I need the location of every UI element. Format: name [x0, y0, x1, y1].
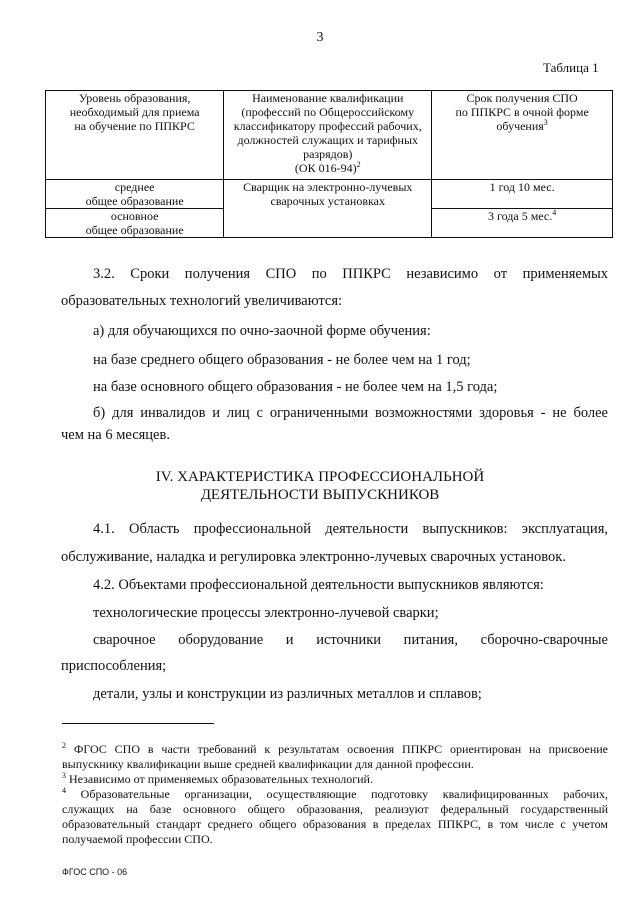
header-text: Уровень образования,	[78, 91, 191, 105]
cell-text: основное	[110, 209, 159, 223]
cell-qualification	[224, 180, 432, 238]
header-text: Срок получения СПО	[466, 91, 578, 105]
header-text: Наименование квалификации	[252, 91, 404, 105]
header-term	[432, 91, 613, 180]
footnote-ref-2: 2	[356, 160, 361, 169]
footnote-4-line-4: получаемой профессии СПО.	[62, 832, 213, 846]
section-3-2-line-2: образовательных технологий увеличиваются:	[61, 293, 343, 309]
section-4-1-line-2: обслуживание, наладка и регулировка электронно-лучевых сварочных установок.	[61, 549, 566, 565]
header-text: (ОК 016-94)	[294, 161, 357, 175]
cell-text: 1 год 10 мес.	[489, 180, 555, 194]
cell-text: общее образование	[85, 223, 184, 237]
footnote-text: Образовательные организации, осуществляющие подготовку квалифицированных рабочих,	[80, 787, 609, 801]
footnote-3	[62, 772, 373, 787]
header-text: на обучение по ППКРС	[74, 119, 195, 133]
section-4-2-line-1: 4.2. Объектами профессиональной деятельности выпускников являются:	[93, 577, 544, 593]
cell-term	[432, 209, 613, 238]
header-education-level	[46, 91, 224, 180]
cell-text: общее образование	[85, 194, 184, 208]
footnote-mark-2: 2	[62, 741, 66, 750]
cell-text: среднее	[114, 180, 155, 194]
cell-term	[432, 180, 613, 209]
table-row	[46, 180, 613, 209]
footnote-text: Независимо от применяемых образовательных технологий.	[69, 772, 373, 786]
section-3-2-item-a1: на базе среднего общего образования - не более чем на 1 год;	[93, 352, 471, 368]
page-number: 3	[316, 30, 324, 45]
footnote-separator	[62, 723, 214, 724]
footnote-4-line-2: служащих на базе основного общего образования, реализуют федеральный государственный	[62, 802, 608, 816]
footnote-4-line-1	[62, 787, 608, 802]
cell-education-level	[46, 180, 224, 209]
section-heading-line-1: IV. ХАРАКТЕРИСТИКА ПРОФЕССИОНАЛЬНОЙ	[155, 469, 485, 485]
header-text: классификатору профессий рабочих,	[233, 119, 422, 133]
qualification-table	[45, 90, 613, 238]
section-4-2-item-3: детали, узлы и конструкции из различных металлов и сплавов;	[93, 686, 482, 702]
header-text: (профессий по Общероссийскому	[241, 105, 415, 119]
cell-text: 3 года 5 мес.	[487, 209, 553, 223]
header-text: разрядов)	[303, 147, 353, 161]
header-qualification	[224, 91, 432, 180]
header-text: обучения	[496, 119, 544, 133]
footnote-4-line-3: образовательный стандарт среднего общего образования в пределах ППКРС, в том числе с учетом	[62, 817, 608, 831]
section-4-2-item-1: технологические процессы электронно-лучевой сварки;	[93, 605, 439, 621]
section-3-2-item-b-line-1: б) для инвалидов и лиц с ограниченными возможностями здоровья - не более	[93, 405, 608, 421]
cell-text: Сварщик на электронно-лучевых	[243, 180, 413, 194]
section-4-1-line-1: 4.1. Область профессиональной деятельности выпускников: эксплуатация,	[93, 521, 608, 537]
cell-education-level	[46, 209, 224, 238]
header-text: по ППКРС в очной форме	[455, 105, 589, 119]
footnote-2-line-2: выпускнику квалификации выше средней квалификации для данной профессии.	[62, 757, 474, 771]
section-4-2-item-2-line-1: сварочное оборудование и источники питания, сборочно-сварочные	[93, 632, 608, 648]
table-header-row	[46, 91, 613, 180]
section-heading-line-2: ДЕЯТЕЛЬНОСТИ ВЫПУСКНИКОВ	[200, 487, 440, 503]
footnote-mark-3: 3	[62, 771, 66, 780]
section-3-2-item-a: а) для обучающихся по очно-заочной форме обучения:	[93, 323, 431, 339]
section-3-2-line-1: 3.2. Сроки получения СПО по ППКРС независимо от применяемых	[93, 266, 608, 282]
table-label: Таблица 1	[543, 60, 599, 75]
header-text: должностей служащих и тарифных	[237, 133, 419, 147]
footnote-ref-3: 3	[543, 118, 548, 127]
cell-text: сварочных установках	[270, 194, 385, 208]
section-4-2-item-2-line-2: приспособления;	[61, 658, 167, 674]
footnote-mark-4: 4	[62, 786, 66, 795]
header-text: необходимый для приема	[69, 105, 200, 119]
footnote-2-line-1	[62, 742, 608, 757]
section-3-2-item-a2: на базе основного общего образования - не более чем на 1,5 года;	[93, 379, 498, 395]
document-footer: ФГОС СПО - 06	[62, 867, 128, 877]
footnote-text: ФГОС СПО в части требований к результатам освоения ППКРС ориентирован на присвоение	[73, 742, 609, 756]
section-3-2-item-b-line-2: чем на 6 месяцев.	[61, 427, 170, 443]
footnote-ref-4: 4	[552, 208, 557, 217]
